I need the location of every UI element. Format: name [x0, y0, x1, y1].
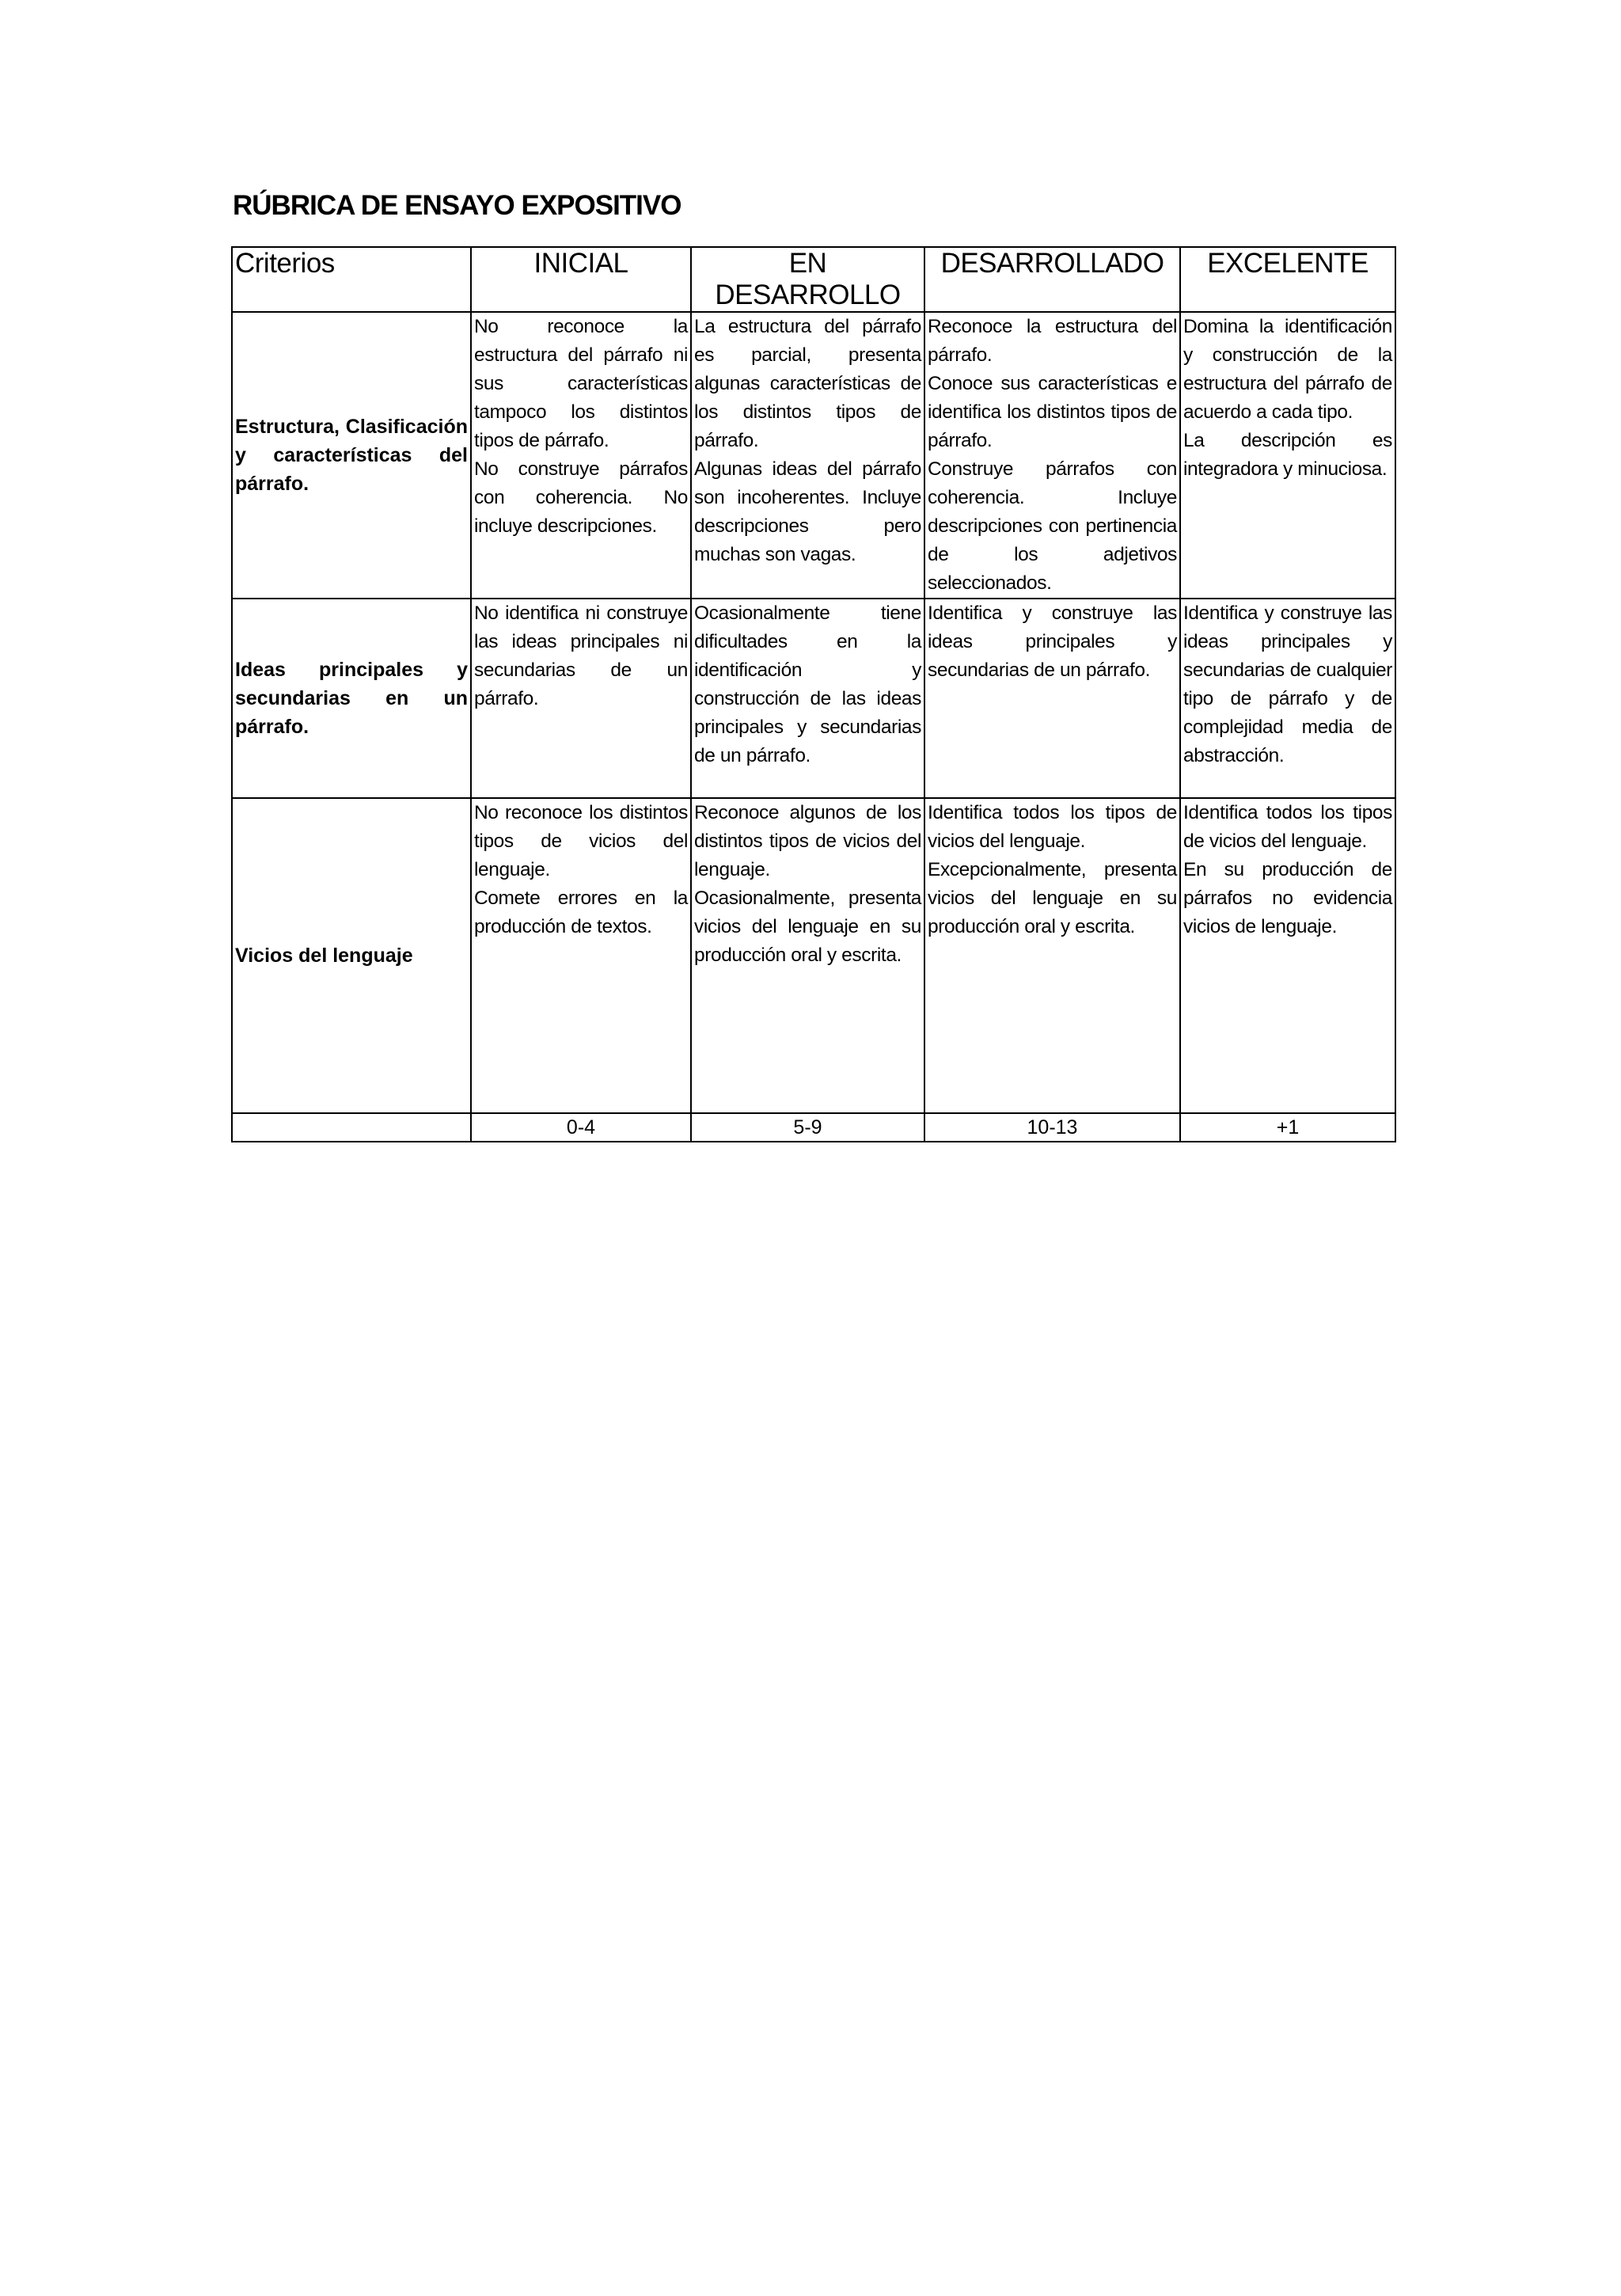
- descriptor-text: Reconoce la estructura del párrafo.: [928, 316, 1177, 366]
- descriptor-text: Conoce sus características e identifica los distintos tipos de párrafo.: [928, 373, 1177, 451]
- header-en-desarrollo: EN DESARROLLO: [691, 247, 924, 312]
- descriptor-text: En su producción de párrafos no evidencia vicios de lenguaje.: [1183, 859, 1392, 937]
- descriptor-text: Identifica todos los tipos de vicios del lenguaje.: [928, 802, 1177, 852]
- descriptor-text: La descripción es integradora y minuciosa.: [1183, 430, 1392, 480]
- descriptor-cell: [1180, 312, 1395, 599]
- header-row: [232, 247, 1395, 312]
- descriptor-text: No reconoce los distintos tipos de vicios del lenguaje.: [474, 802, 688, 880]
- descriptor-cell: [924, 312, 1180, 599]
- score-cell-inicial: 0-4: [471, 1113, 691, 1142]
- descriptor-text: Identifica todos los tipos de vicios del lenguaje.: [1183, 802, 1392, 852]
- descriptor-text: No construye párrafos con coherencia. No incluye descripciones.: [474, 458, 688, 537]
- descriptor-cell: [471, 312, 691, 599]
- descriptor-text: Construye párrafos con coherencia. Incluye descripciones con pertinencia de los adjetivos seleccionados.: [928, 458, 1177, 594]
- descriptor-text: La estructura del párrafo es parcial, presenta algunas características de los distintos tipos de párrafo.: [694, 316, 921, 451]
- criterion-cell: Ideas principales y secundarias en un párrafo.: [232, 599, 471, 798]
- descriptor-text: Comete errores en la producción de textos.: [474, 888, 688, 937]
- descriptor-text: Reconoce algunos de los distintos tipos de vicios del lenguaje.: [694, 802, 921, 880]
- descriptor-text: Algunas ideas del párrafo son incoherentes. Incluye descripciones pero muchas son vagas.: [694, 458, 921, 565]
- descriptor-text: Ocasionalmente, presenta vicios del lenguaje en su producción oral y escrita.: [694, 888, 921, 966]
- descriptor-cell: [924, 798, 1180, 1113]
- header-inicial: INICIAL: [471, 247, 691, 312]
- descriptor-cell: [924, 599, 1180, 798]
- descriptor-cell: [691, 312, 924, 599]
- score-cell-desarrollado: 10-13: [924, 1113, 1180, 1142]
- score-cell-excelente: +1: [1180, 1113, 1395, 1142]
- table-row: [232, 798, 1395, 1113]
- table-row: [232, 312, 1395, 599]
- header-desarrollado: DESARROLLADO: [924, 247, 1180, 312]
- descriptor-text: Ocasionalmente tiene dificultades en la identificación y construcción de las ideas principales y secundarias de un párrafo.: [694, 603, 921, 766]
- descriptor-cell: [691, 798, 924, 1113]
- criterion-cell: Estructura, Clasificación y características del párrafo.: [232, 312, 471, 599]
- descriptor-cell: [471, 798, 691, 1113]
- descriptor-text: Excepcionalmente, presenta vicios del lenguaje en su producción oral y escrita.: [928, 859, 1177, 937]
- descriptor-cell: [691, 599, 924, 798]
- table-row: [232, 599, 1395, 798]
- header-criterios: Criterios: [232, 247, 471, 312]
- document-title: RÚBRICA DE ENSAYO EXPOSITIVO: [233, 190, 681, 221]
- header-excelente: EXCELENTE: [1180, 247, 1395, 312]
- descriptor-cell: [1180, 798, 1395, 1113]
- score-row: [232, 1113, 1395, 1142]
- descriptor-cell: [471, 599, 691, 798]
- rubric-table: [231, 246, 1396, 1142]
- descriptor-text: No reconoce la estructura del párrafo ni sus características tampoco los distintos tipos de párrafo.: [474, 316, 688, 451]
- descriptor-text: No identifica ni construye las ideas principales ni secundarias de un párrafo.: [474, 603, 688, 709]
- descriptor-text: Identifica y construye las ideas principales y secundarias de cualquier tipo de párrafo y de complejidad media de abstracción.: [1183, 603, 1392, 766]
- criterion-cell: Vicios del lenguaje: [232, 798, 471, 1113]
- descriptor-text: Domina la identificación y construcción de la estructura del párrafo de acuerdo a cada tipo.: [1183, 316, 1392, 423]
- score-cell-en-desarrollo: 5-9: [691, 1113, 924, 1142]
- score-cell-empty: [232, 1113, 471, 1142]
- descriptor-text: Identifica y construye las ideas principales y secundarias de un párrafo.: [928, 603, 1177, 681]
- descriptor-cell: [1180, 599, 1395, 798]
